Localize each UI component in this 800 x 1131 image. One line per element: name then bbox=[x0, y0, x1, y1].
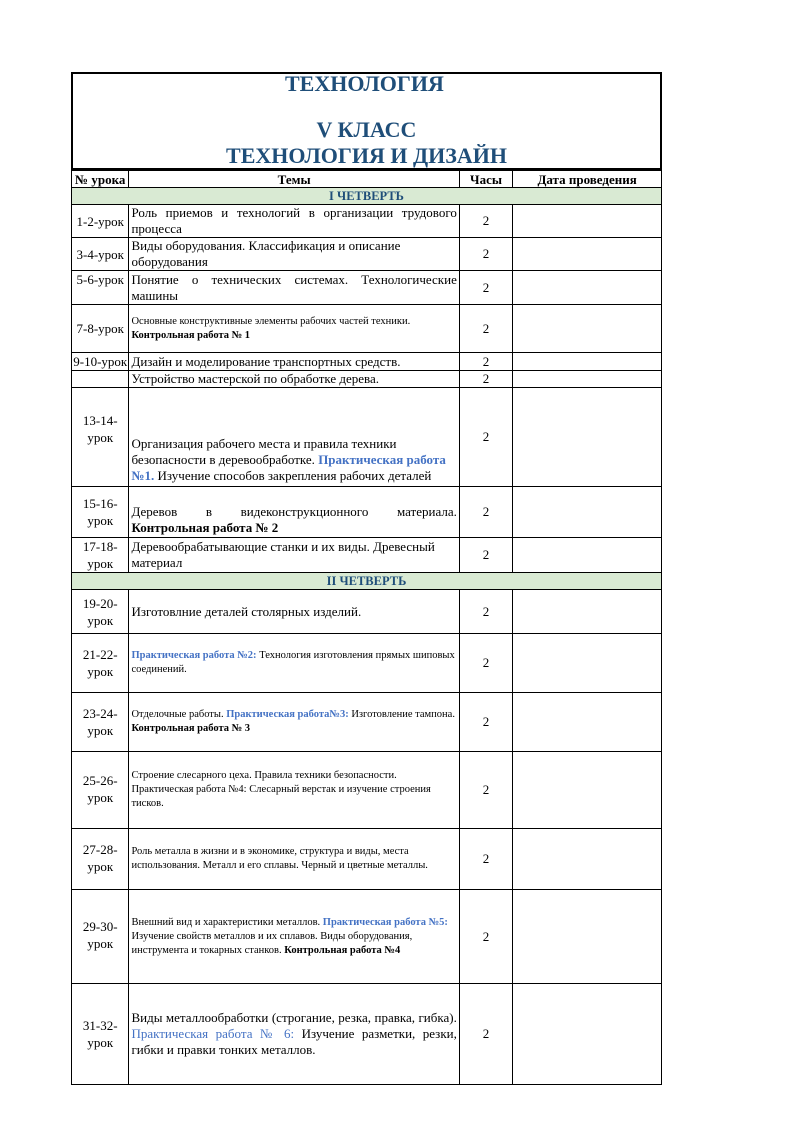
lesson-date[interactable] bbox=[513, 353, 662, 371]
lesson-hours: 2 bbox=[459, 752, 512, 829]
lesson-number: 1-2-урок bbox=[72, 205, 129, 238]
test-label: Контрольная работа № 3 bbox=[131, 723, 251, 734]
document-header bbox=[71, 72, 662, 170]
lesson-number: 19-20-урок bbox=[72, 590, 129, 634]
practical-work-label: Практическая работа № 6: bbox=[131, 1026, 295, 1041]
lesson-hours: 2 bbox=[459, 353, 512, 371]
practical-work-label: Практическая работа №1. bbox=[131, 452, 446, 483]
topic-text-continued: Изготовление тампона. bbox=[351, 709, 455, 720]
course-title: ТЕХНОЛОГИЯ И ДИЗАЙН bbox=[226, 143, 507, 168]
lesson-hours: 2 bbox=[459, 634, 512, 693]
test-label: Контрольная работа № 2 bbox=[131, 520, 279, 535]
lesson-number bbox=[72, 371, 129, 388]
lesson-hours: 2 bbox=[459, 271, 512, 305]
lesson-hours: 2 bbox=[459, 305, 512, 353]
table-row bbox=[72, 238, 662, 271]
lesson-date[interactable] bbox=[513, 829, 662, 890]
table-row bbox=[72, 371, 662, 388]
lesson-topic: Деревообрабатывающие станки и их виды. Древесный материал bbox=[129, 538, 459, 573]
lesson-topic: Роль приемов и технологий в организации трудового процесса bbox=[129, 205, 459, 238]
lesson-date[interactable] bbox=[513, 693, 662, 752]
lesson-number: 29-30-урок bbox=[72, 890, 129, 984]
quarter-label: II ЧЕТВЕРТЬ bbox=[72, 573, 662, 590]
lesson-plan-table bbox=[71, 170, 662, 1085]
practical-work-label: Практическая работа№3: bbox=[226, 709, 349, 720]
lesson-topic bbox=[129, 305, 459, 353]
topic-text: Деревов в видеконструкционного материала. bbox=[131, 504, 457, 519]
lesson-number: 9-10-урок bbox=[73, 354, 128, 369]
lesson-date[interactable] bbox=[513, 271, 662, 305]
table-row bbox=[72, 984, 662, 1085]
lesson-number: 3-4-урок bbox=[72, 238, 129, 271]
topic-text: Организация рабочего места и правила техники безопасности в деревообработке. bbox=[131, 436, 397, 467]
lesson-hours: 2 bbox=[459, 590, 512, 634]
lesson-date[interactable] bbox=[513, 371, 662, 388]
table-row bbox=[72, 487, 662, 538]
lesson-date[interactable] bbox=[513, 634, 662, 693]
lesson-hours: 2 bbox=[459, 538, 512, 573]
test-label: Контрольная работа №4 bbox=[284, 944, 401, 956]
lesson-hours: 2 bbox=[459, 371, 512, 388]
lesson-number: 25-26-урок bbox=[72, 752, 129, 829]
table-row bbox=[72, 353, 662, 371]
table-row bbox=[72, 590, 662, 634]
lesson-hours: 2 bbox=[459, 984, 512, 1085]
lesson-date[interactable] bbox=[513, 538, 662, 573]
table-row bbox=[72, 890, 662, 984]
topic-text-continued: Изучение разметки, резки, гибки и правки тонких металлов. bbox=[131, 1026, 457, 1057]
lesson-topic: Изготовлние деталей столярных изделий. bbox=[129, 590, 459, 634]
lesson-topic: Строение слесарного цеха. Правила техники безопасности. Практическая работа №4: Слесарный верстак и изучение строения тисков. bbox=[129, 752, 459, 829]
lesson-date[interactable] bbox=[513, 388, 662, 487]
lesson-topic: Понятие о технических системах. Технологические машины bbox=[129, 271, 459, 305]
lesson-topic bbox=[129, 984, 459, 1085]
table-row bbox=[72, 388, 662, 487]
topic-text: Внешний вид и характеристики металлов. bbox=[131, 916, 321, 928]
lesson-number: 21-22-урок bbox=[72, 634, 129, 693]
topic-text: Виды металлообработки (строгание, резка, правка, гибка). bbox=[131, 1010, 457, 1025]
lesson-hours: 2 bbox=[459, 487, 512, 538]
lesson-hours: 2 bbox=[459, 890, 512, 984]
lesson-number: 31-32-урок bbox=[72, 984, 129, 1085]
lesson-topic bbox=[129, 693, 459, 752]
lesson-date[interactable] bbox=[513, 984, 662, 1085]
lesson-topic: Устройство мастерской по обработке дерева. bbox=[129, 371, 459, 388]
quarter-row bbox=[72, 188, 662, 205]
lesson-date[interactable] bbox=[513, 890, 662, 984]
topic-text-continued: Изучение способов закрепления рабочих деталей bbox=[157, 468, 432, 483]
lesson-hours: 2 bbox=[459, 693, 512, 752]
quarter-row bbox=[72, 573, 662, 590]
lesson-hours: 2 bbox=[459, 829, 512, 890]
lesson-hours: 2 bbox=[459, 238, 512, 271]
topic-text-continued: Изучение свойств металлов и их сплавов. Виды оборудования, инструмента и токарных станков. bbox=[131, 930, 413, 956]
column-header-topics: Темы bbox=[129, 171, 459, 188]
table-header-row bbox=[72, 171, 662, 188]
column-header-lesson: № урока bbox=[72, 171, 129, 188]
lesson-date[interactable] bbox=[513, 752, 662, 829]
practical-work-label: Практическая работа №2: bbox=[131, 650, 257, 661]
lesson-date[interactable] bbox=[513, 238, 662, 271]
lesson-hours: 2 bbox=[459, 205, 512, 238]
lesson-number: 7-8-урок bbox=[72, 305, 129, 353]
lesson-number: 23-24-урок bbox=[72, 693, 129, 752]
lesson-topic: Виды оборудования. Классификация и описание оборудования bbox=[129, 238, 459, 271]
document-page bbox=[71, 72, 662, 1085]
lesson-topic bbox=[129, 487, 459, 538]
lesson-topic: Дизайн и моделирование транспортных средств. bbox=[129, 353, 459, 371]
topic-text: Основные конструктивные элементы рабочих частей техники. bbox=[131, 315, 411, 327]
column-header-hours: Часы bbox=[459, 171, 512, 188]
test-label: Контрольная работа № 1 bbox=[131, 329, 251, 341]
lesson-hours: 2 bbox=[459, 388, 512, 487]
class-title: V КЛАСС bbox=[316, 117, 417, 142]
lesson-date[interactable] bbox=[513, 590, 662, 634]
topic-text: Технология изготовления прямых шиповых соединений. bbox=[131, 650, 455, 675]
subject-title: ТЕХНОЛОГИЯ bbox=[285, 71, 444, 96]
table-row bbox=[72, 829, 662, 890]
lesson-topic bbox=[129, 634, 459, 693]
lesson-topic bbox=[129, 890, 459, 984]
table-row bbox=[72, 693, 662, 752]
lesson-date[interactable] bbox=[513, 305, 662, 353]
table-row bbox=[72, 538, 662, 573]
lesson-number: 15-16-урок bbox=[72, 487, 129, 538]
lesson-number: 27-28-урок bbox=[72, 829, 129, 890]
table-row bbox=[72, 305, 662, 353]
column-header-date: Дата проведения bbox=[513, 171, 662, 188]
lesson-number: 13-14-урок bbox=[72, 388, 129, 487]
table-row bbox=[72, 205, 662, 238]
table-row bbox=[72, 752, 662, 829]
lesson-topic: Роль металла в жизни и в экономике, структура и виды, места использования. Металл и его сплавы. Черный и цветные металлы. bbox=[129, 829, 459, 890]
lesson-number: 17-18-урок bbox=[72, 538, 129, 573]
lesson-topic bbox=[129, 388, 459, 487]
topic-text: Отделочные работы. bbox=[131, 709, 224, 720]
lesson-number: 5-6-урок bbox=[72, 271, 129, 305]
lesson-date[interactable] bbox=[513, 205, 662, 238]
table-row bbox=[72, 271, 662, 305]
quarter-label: I ЧЕТВЕРТЬ bbox=[72, 188, 662, 205]
lesson-date[interactable] bbox=[513, 487, 662, 538]
table-row bbox=[72, 634, 662, 693]
practical-work-label: Практическая работа №5: bbox=[322, 916, 448, 928]
